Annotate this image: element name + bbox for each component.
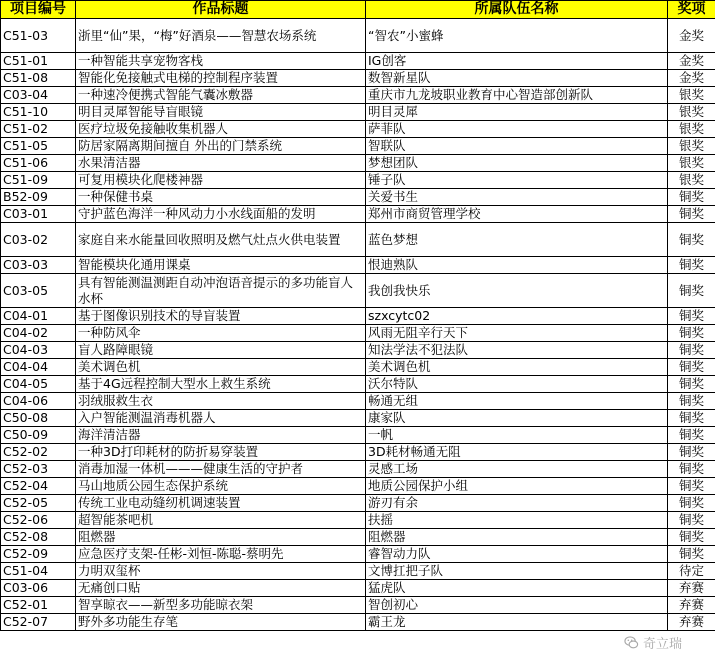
table-row [1, 461, 715, 478]
team-cell: 扶摇 [366, 512, 668, 529]
team-cell: 风雨无阻辛行天下 [366, 325, 668, 342]
table-row [1, 19, 715, 53]
team-cell: 睿智动力队 [366, 546, 668, 563]
table-row [1, 70, 715, 87]
title-cell: 野外多功能生存笔 [76, 614, 366, 631]
award-cell: 铜奖 [668, 308, 715, 325]
team-cell: 蓝色梦想 [366, 223, 668, 257]
title-cell: 水果清洁器 [76, 155, 366, 172]
team-cell: 梦想团队 [366, 155, 668, 172]
table-row [1, 563, 715, 580]
table-row [1, 172, 715, 189]
award-cell: 铜奖 [668, 461, 715, 478]
award-cell: 铜奖 [668, 410, 715, 427]
header-code: 项目编号 [1, 1, 76, 19]
header-team: 所属队伍名称 [366, 1, 668, 19]
table-row [1, 206, 715, 223]
title-cell: 基于4G远程控制大型水上救生系统 [76, 376, 366, 393]
table-row [1, 597, 715, 614]
code-cell: C52-01 [1, 597, 76, 614]
title-cell: 羽绒服救生衣 [76, 393, 366, 410]
title-cell: 超智能茶吧机 [76, 512, 366, 529]
team-cell: 猛虎队 [366, 580, 668, 597]
table-row [1, 427, 715, 444]
title-cell: 盲人路障眼镜 [76, 342, 366, 359]
table-row [1, 223, 715, 257]
team-cell: 智创初心 [366, 597, 668, 614]
title-cell: 消毒加湿一体机———健康生活的守护者 [76, 461, 366, 478]
team-cell: “智农”小蜜蜂 [366, 19, 668, 53]
title-cell: 一种智能共享宠物客栈 [76, 53, 366, 70]
award-cell: 银奖 [668, 121, 715, 138]
title-cell: 无痛创口贴 [76, 580, 366, 597]
table-row [1, 308, 715, 325]
code-cell: C51-05 [1, 138, 76, 155]
title-cell: 明目灵犀智能导盲眼镜 [76, 104, 366, 121]
award-cell: 银奖 [668, 155, 715, 172]
code-cell: C51-09 [1, 172, 76, 189]
table-row [1, 121, 715, 138]
title-cell: 家庭自来水能量回收照明及燃气灶点火供电装置 [76, 223, 366, 257]
table-row [1, 512, 715, 529]
team-cell: IG创客 [366, 53, 668, 70]
award-cell: 金奖 [668, 70, 715, 87]
title-cell: 一种防风伞 [76, 325, 366, 342]
award-cell: 铜奖 [668, 189, 715, 206]
award-cell: 铜奖 [668, 376, 715, 393]
table-row [1, 444, 715, 461]
code-cell: C50-09 [1, 427, 76, 444]
code-cell: C52-03 [1, 461, 76, 478]
team-cell: 明目灵犀 [366, 104, 668, 121]
award-cell: 铜奖 [668, 427, 715, 444]
code-cell: B52-09 [1, 189, 76, 206]
team-cell: 一帆 [366, 427, 668, 444]
code-cell: C03-06 [1, 580, 76, 597]
award-cell: 待定 [668, 563, 715, 580]
title-cell: 浙里“仙”果，“梅”好酒泉——智慧农场系统 [76, 19, 366, 53]
team-cell: 锤子队 [366, 172, 668, 189]
award-cell: 弃赛 [668, 614, 715, 631]
title-cell: 海洋清洁器 [76, 427, 366, 444]
team-cell: szxcytc02 [366, 308, 668, 325]
code-cell: C03-03 [1, 257, 76, 274]
code-cell: C51-06 [1, 155, 76, 172]
team-cell: 3D耗材畅通无阻 [366, 444, 668, 461]
table-row [1, 478, 715, 495]
code-cell: C52-04 [1, 478, 76, 495]
title-cell: 阻燃器 [76, 529, 366, 546]
team-cell: 地质公园保护小组 [366, 478, 668, 495]
title-cell: 应急医疗支架-任彬-刘恒-陈聪-蔡明先 [76, 546, 366, 563]
table-row [1, 376, 715, 393]
code-cell: C04-03 [1, 342, 76, 359]
table-row [1, 104, 715, 121]
code-cell: C04-06 [1, 393, 76, 410]
award-cell: 铜奖 [668, 274, 715, 308]
table-row [1, 257, 715, 274]
table-row [1, 189, 715, 206]
award-cell: 金奖 [668, 19, 715, 53]
team-cell: 萨菲队 [366, 121, 668, 138]
team-cell: 美术调色机 [366, 359, 668, 376]
code-cell: C51-01 [1, 53, 76, 70]
award-cell: 铜奖 [668, 546, 715, 563]
award-cell: 银奖 [668, 172, 715, 189]
table-row [1, 53, 715, 70]
award-cell: 铜奖 [668, 478, 715, 495]
title-cell: 防居家隔离期间擅自 外出的门禁系统 [76, 138, 366, 155]
award-cell: 金奖 [668, 53, 715, 70]
code-cell: C52-02 [1, 444, 76, 461]
title-cell: 一种保健书桌 [76, 189, 366, 206]
table-row [1, 325, 715, 342]
title-cell: 马山地质公园生态保护系统 [76, 478, 366, 495]
team-cell: 游刃有余 [366, 495, 668, 512]
award-cell: 铜奖 [668, 257, 715, 274]
title-cell: 传统工业电动缝纫机调速装置 [76, 495, 366, 512]
team-cell: 郑州市商贸管理学校 [366, 206, 668, 223]
table-row [1, 546, 715, 563]
team-cell: 数智新星队 [366, 70, 668, 87]
table-row [1, 614, 715, 631]
team-cell: 康家队 [366, 410, 668, 427]
table-row [1, 580, 715, 597]
award-cell: 银奖 [668, 104, 715, 121]
code-cell: C03-04 [1, 87, 76, 104]
code-cell: C52-09 [1, 546, 76, 563]
code-cell: C52-05 [1, 495, 76, 512]
code-cell: C04-02 [1, 325, 76, 342]
code-cell: C52-07 [1, 614, 76, 631]
award-cell: 弃赛 [668, 597, 715, 614]
title-cell: 智享晾衣——新型多功能晾衣架 [76, 597, 366, 614]
code-cell: C51-03 [1, 19, 76, 53]
code-cell: C04-01 [1, 308, 76, 325]
title-cell: 基于图像识别技术的导盲装置 [76, 308, 366, 325]
title-cell: 守护蓝色海洋一种风动力小水线面船的发明 [76, 206, 366, 223]
title-cell: 力明双玺杯 [76, 563, 366, 580]
table-row [1, 87, 715, 104]
award-cell: 铜奖 [668, 495, 715, 512]
title-cell: 一种速冷便携式智能气囊冰敷器 [76, 87, 366, 104]
code-cell: C04-05 [1, 376, 76, 393]
table-row [1, 155, 715, 172]
award-cell: 银奖 [668, 138, 715, 155]
title-cell: 美术调色机 [76, 359, 366, 376]
title-cell: 具有智能测温测距自动冲泡语音提示的多功能盲人水杯 [76, 274, 366, 308]
award-cell: 铜奖 [668, 444, 715, 461]
title-cell: 智能化免接触式电梯的控制程序装置 [76, 70, 366, 87]
award-cell: 铜奖 [668, 359, 715, 376]
team-cell: 畅通无组 [366, 393, 668, 410]
code-cell: C03-05 [1, 274, 76, 308]
award-cell: 铜奖 [668, 342, 715, 359]
team-cell: 重庆市九龙坡职业教育中心智造部创新队 [366, 87, 668, 104]
watermark [624, 633, 682, 652]
code-cell: C03-01 [1, 206, 76, 223]
table-row [1, 274, 715, 308]
code-cell: C04-04 [1, 359, 76, 376]
award-cell: 铜奖 [668, 223, 715, 257]
table-body [1, 19, 715, 631]
code-cell: C52-08 [1, 529, 76, 546]
code-cell: C50-08 [1, 410, 76, 427]
table-row [1, 495, 715, 512]
team-cell: 灵感工场 [366, 461, 668, 478]
table-row [1, 342, 715, 359]
code-cell: C51-10 [1, 104, 76, 121]
team-cell: 我创我快乐 [366, 274, 668, 308]
award-cell: 铜奖 [668, 206, 715, 223]
award-cell: 铜奖 [668, 529, 715, 546]
team-cell: 智联队 [366, 138, 668, 155]
award-cell: 铜奖 [668, 512, 715, 529]
award-cell: 铜奖 [668, 393, 715, 410]
award-cell: 弃赛 [668, 580, 715, 597]
team-cell: 阻燃器 [366, 529, 668, 546]
title-cell: 入户智能测温消毒机器人 [76, 410, 366, 427]
table-row [1, 529, 715, 546]
header-row [1, 1, 715, 19]
table-row [1, 138, 715, 155]
award-cell: 银奖 [668, 87, 715, 104]
watermark-text: 奇立瑞 [643, 637, 683, 652]
team-cell: 霸王龙 [366, 614, 668, 631]
header-title: 作品标题 [76, 1, 366, 19]
code-cell: C51-02 [1, 121, 76, 138]
team-cell: 恨迪熟队 [366, 257, 668, 274]
title-cell: 智能模块化通用课桌 [76, 257, 366, 274]
header-award: 奖项 [668, 1, 715, 19]
award-cell: 铜奖 [668, 325, 715, 342]
code-cell: C52-06 [1, 512, 76, 529]
title-cell: 医疗垃圾免接触收集机器人 [76, 121, 366, 138]
team-cell: 文博扛把子队 [366, 563, 668, 580]
table-row [1, 359, 715, 376]
table-row [1, 393, 715, 410]
code-cell: C51-04 [1, 563, 76, 580]
code-cell: C51-08 [1, 70, 76, 87]
table-row [1, 410, 715, 427]
title-cell: 可复用模块化爬楼神器 [76, 172, 366, 189]
title-cell: 一种3D打印耗材的防折易穿装置 [76, 444, 366, 461]
team-cell: 沃尔特队 [366, 376, 668, 393]
team-cell: 关爱书生 [366, 189, 668, 206]
wechat-icon [624, 635, 639, 650]
code-cell: C03-02 [1, 223, 76, 257]
team-cell: 知法学法不犯法队 [366, 342, 668, 359]
